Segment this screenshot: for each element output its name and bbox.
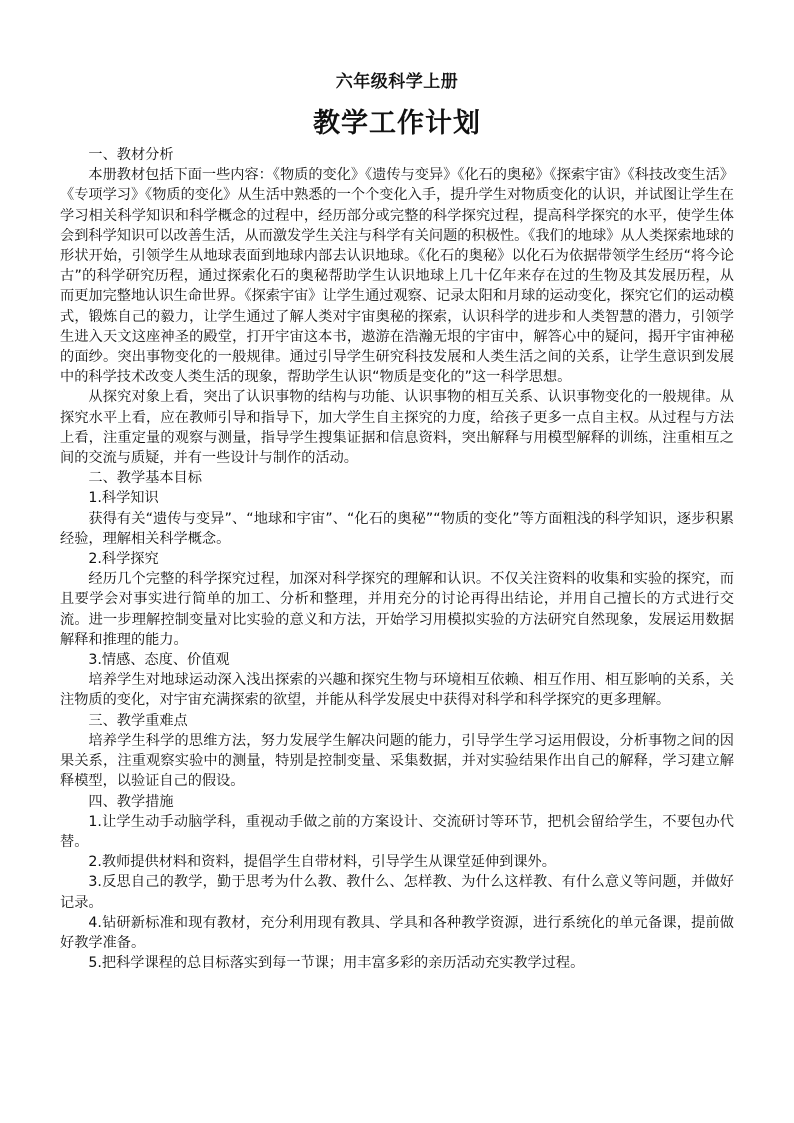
paragraph-attitudes-values: 培养学生对地球运动深入浅出探索的兴趣和探究生物与环境相互依赖、相互作用、相互影响的关系，关注物质的变化，对宇宙充满探索的欲望，并能从科学发展史中获得对科学和科学探究的更多理解。 xyxy=(60,672,734,709)
section-heading-textbook-analysis: 一、教材分析 xyxy=(88,147,174,163)
measure-item: 1.让学生动手动脑学科，重视动手做之前的方案设计、交流研讨等环节，把机会留给学生，不要包办代替。 xyxy=(60,813,734,850)
measure-item: 5.把科学课程的总目标落实到每一节课；用丰富多彩的亲历活动充实教学过程。 xyxy=(88,955,585,972)
measure-item: 2.教师提供材料和资料，提倡学生自带材料，引导学生从课堂延伸到课外。 xyxy=(88,854,556,871)
paragraph-key-difficulties: 培养学生科学的思维方法，努力发展学生解决问题的能力，引导学生学习运用假设，分析事物之间的因果关系，注重观察实验中的测量，特别是控制变量、采集数据，并对实验结果作出自己的解释，学习建立解释模型，以验证自己的假设。 xyxy=(60,732,734,790)
section-heading-basic-goals: 二、教学基本目标 xyxy=(88,470,202,487)
paragraph-textbook-content: 本册教材包括下面一些内容：《物质的变化》《遗传与变异》《化石的奥秘》《探索宇宙》《科技改变生活》《专项学习》《物质的变化》从生活中熟悉的一个个变化入手，提升学生对物质变化的认识，并试图让学生在学习相关科学知识和科学概念的过程中，经历部分或完整的科学探究过程，提高科学探究的水平，使学生体会到科学知识可以改善生活，从而激发学生关注与科学有关问题的积极性。《我们的地球》从人类探索地球的形状开始，引领学生从地球表面到地球内部去认识地球。《化石的奥秘》以化石为依据带领学生经历“将今论古”的科学研究历程，通过探索化石的奥秘帮助学生认识地球上几十亿年来存在过的生物及其发展历程，从而更加完整地认识生命世界。《探索宇宙》让学生通过观察、记录太阳和月球的运动变化，探究它们的运动模式，锻炼自己的毅力，让学生通过了解人类对宇宙奥秘的探索，认识科学的进步和人类智慧的潜力，引领学生进入天文这座神圣的殿堂，打开宇宙这本书，遨游在浩瀚无垠的宇宙中，解答心中的疑问，揭开宇宙神秘的面纱。突出事物变化的一般规律。通过引导学生研究科技发展和人类生活之间的关系，让学生意识到发展中的科学技术改变人类生活的现象，帮助学生认识“物质是变化的”这一科学思想。 xyxy=(60,167,734,386)
document-body xyxy=(60,145,734,973)
section-heading-key-difficulties: 三、教学重难点 xyxy=(88,712,188,729)
document-title: 教学工作计划 xyxy=(313,108,481,139)
subsection-heading-attitudes-values: 3.情感、态度、价值观 xyxy=(88,652,230,669)
paragraph-science-knowledge: 获得有关“遗传与变异”、“地球和宇宙”、“化石的奥秘”“物质的变化”等方面粗浅的科学知识，逐步积累经验，理解相关科学概念。 xyxy=(60,510,734,547)
subsection-heading-science-inquiry: 2.科学探究 xyxy=(88,551,159,568)
paragraph-inquiry-focus: 从探究对象上看，突出了认识事物的结构与功能、认识事物的相互关系、认识事物变化的一般规律。从探究水平上看，应在教师引导和指导下，加大学生自主探究的力度，给孩子更多一点自主权。从过程与方法上看，注重定量的观察与测量，指导学生搜集证据和信息资料，突出解释与用模型解释的训练，注重相互之间的交流与质疑，并有一些设计与制作的活动。 xyxy=(60,389,734,467)
document-subtitle: 六年级科学上册 xyxy=(335,72,459,92)
subsection-heading-science-knowledge: 1.科学知识 xyxy=(88,490,159,507)
measure-item: 3.反思自己的教学，勤于思考为什么教、教什么、怎样教、为什么这样教、有什么意义等问题，并做好记录。 xyxy=(60,874,734,911)
paragraph-science-inquiry: 经历几个完整的科学探究过程，加深对科学探究的理解和认识。不仅关注资料的收集和实验的探究，而且要学会对事实进行简单的加工、分析和整理，并用充分的讨论再得出结论，并用自己擅长的方式进行交流。进一步理解控制变量对比实验的意义和方法，开始学习用模拟实验的方法研究自然现象，发展运用数据解释和推理的能力。 xyxy=(60,571,734,648)
measure-item: 4.钻研新标准和现有教材，充分利用现有教具、学具和各种教学资源，进行系统化的单元备课，提前做好教学准备。 xyxy=(60,914,734,951)
section-heading-teaching-measures: 四、教学措施 xyxy=(88,793,174,810)
